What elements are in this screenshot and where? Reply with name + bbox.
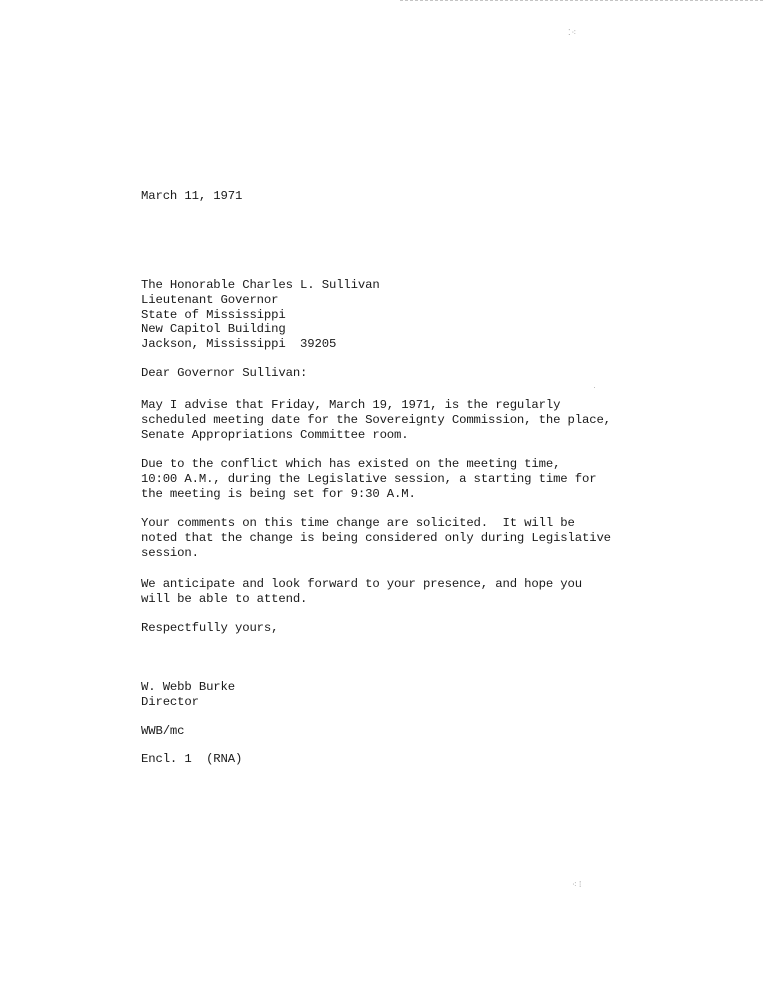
salutation: Dear Governor Sullivan:: [141, 366, 308, 380]
letter-date: March 11, 1971: [141, 189, 243, 203]
signer-title: Director: [141, 695, 199, 709]
closing: Respectfully yours,: [141, 621, 279, 635]
paragraph-line: the meeting is being set for 9:30 A.M.: [141, 487, 416, 501]
recipient-city: Jackson, Mississippi 39205: [141, 337, 337, 351]
typist-initials: WWB/mc: [141, 724, 185, 738]
paragraph-line: Due to the conflict which has existed on the meeting time,: [141, 457, 561, 471]
enclosure-note: Encl. 1 (RNA): [141, 752, 243, 766]
paragraph-line: Senate Appropriations Committee room.: [141, 428, 409, 442]
paragraph-line: May I advise that Friday, March 19, 1971, is the regularly: [141, 398, 561, 412]
page-top-border: [400, 0, 763, 1]
paragraph-line: noted that the change is being considered only during Legislative: [141, 531, 611, 545]
paragraph-line: scheduled meeting date for the Sovereignty Commission, the place,: [141, 413, 611, 427]
scan-speck-bottom: ⁖⁞: [572, 881, 584, 890]
scan-speck-top: ⁚⁖: [568, 29, 578, 38]
signer-name: W. Webb Burke: [141, 680, 235, 694]
paragraph-line: will be able to attend.: [141, 592, 308, 606]
recipient-name: The Honorable Charles L. Sullivan: [141, 278, 380, 292]
paragraph-line: We anticipate and look forward to your presence, and hope you: [141, 577, 582, 591]
paragraph-line: 10:00 A.M., during the Legislative session, a starting time for: [141, 472, 597, 486]
scan-speck-mid: [594, 387, 595, 388]
recipient-building: New Capitol Building: [141, 322, 286, 336]
paragraph-line: session.: [141, 546, 199, 560]
paragraph-line: Your comments on this time change are solicited. It will be: [141, 516, 575, 530]
recipient-state: State of Mississippi: [141, 308, 286, 322]
recipient-title: Lieutenant Governor: [141, 293, 279, 307]
